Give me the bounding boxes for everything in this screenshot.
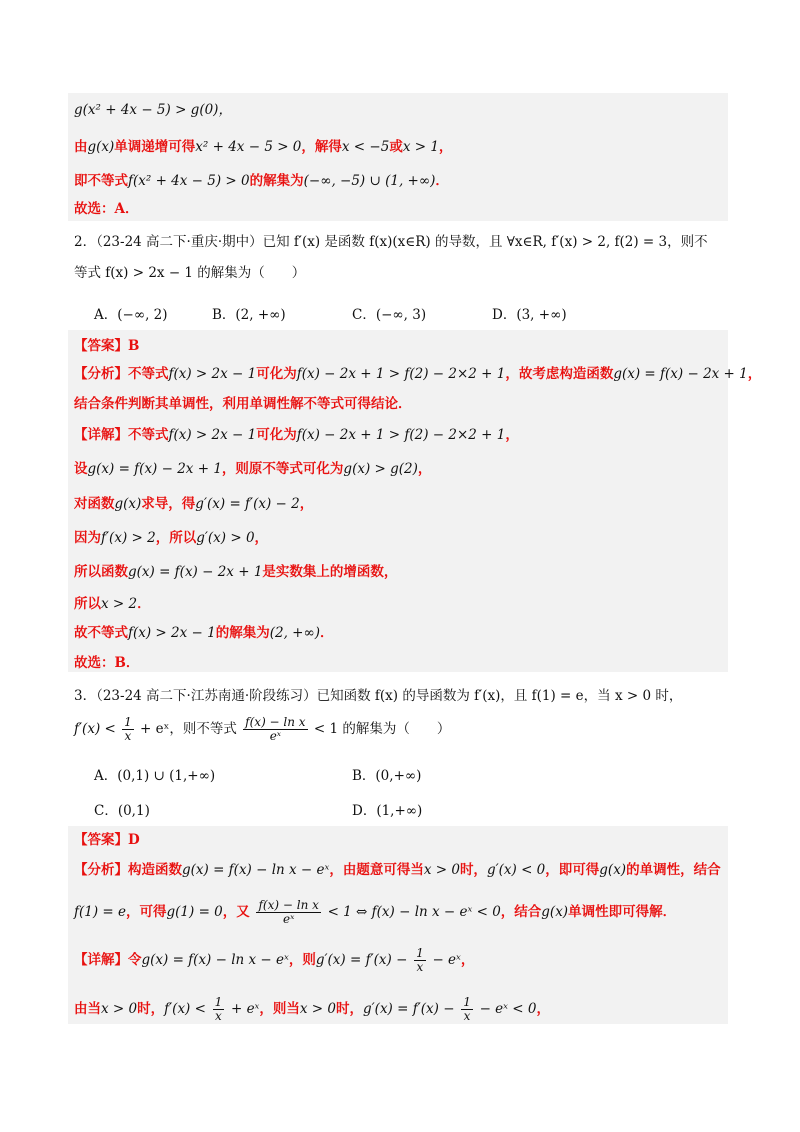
text: ，由题意可得当 — [329, 862, 424, 878]
text: ，解得 — [301, 139, 342, 155]
fraction — [256, 899, 320, 926]
math: f(x) − 2x + 1 > f(2) − 2×2 + 1 — [296, 366, 506, 382]
math: x < −5 — [341, 139, 390, 155]
question-2-text: 等式 f(x) > 2x − 1 的解集为（ ） — [74, 265, 306, 281]
text-line — [74, 171, 449, 191]
numerator: 1 — [124, 715, 132, 729]
text: 的单调性，结合 — [626, 862, 721, 878]
analysis-line — [74, 364, 761, 384]
detail-line — [74, 562, 397, 582]
text: ， — [536, 1001, 550, 1017]
detail-line — [74, 494, 313, 514]
text: 的解集为 — [215, 625, 270, 641]
text: 时， — [335, 1001, 363, 1017]
text: 所以函数 — [74, 564, 128, 580]
math: g′(x) = f′(x) − — [362, 1001, 455, 1017]
text: 可化为 — [256, 427, 297, 443]
math: (2, +∞) — [269, 625, 320, 641]
fraction — [122, 716, 134, 743]
text: 单调递增可得 — [114, 139, 196, 155]
math: g(x) = f(x) − 2x + 1 — [128, 564, 263, 580]
text: 故不等式 — [74, 625, 128, 641]
detail-line: 故选：B． — [74, 655, 140, 671]
text: 时， — [459, 862, 487, 878]
math: f(x) > 2x − 1 — [128, 625, 216, 641]
text-line — [74, 137, 452, 157]
fraction — [243, 716, 307, 743]
option-c: C．(0,1) — [94, 803, 150, 819]
math-expression: g(x² + 4x − 5) > g(0)， — [74, 102, 232, 118]
detail-line — [74, 425, 519, 445]
fraction — [213, 996, 225, 1023]
math: g′(x) = f′(x) − 2 — [195, 496, 300, 512]
math: x > 0 — [423, 862, 460, 878]
math: (−∞, −5) ∪ (1, +∞) — [303, 173, 436, 189]
math: x > 0 — [101, 1001, 138, 1017]
numerator: 1 — [463, 995, 471, 1009]
numerator: 1 — [416, 946, 424, 960]
detail-line — [74, 459, 431, 479]
text: 由 — [74, 139, 88, 155]
option-a: A．(0,1) ∪ (1,+∞) — [94, 768, 216, 784]
math: + eˣ — [230, 1001, 260, 1017]
text: ， — [299, 496, 314, 512]
math: f(x) − 2x + 1 > f(2) − 2×2 + 1 — [296, 427, 506, 443]
text: < 1 的解集为（ ） — [313, 721, 451, 737]
fraction — [414, 947, 426, 974]
text: ． — [137, 596, 151, 612]
text: 【详解】不等式 — [74, 427, 169, 443]
text: 对函数 — [74, 496, 115, 512]
text: ，可得 — [126, 904, 167, 920]
text: 的解集为 — [249, 173, 304, 189]
detail-line — [74, 528, 268, 548]
option-c: C．(−∞, 3) — [352, 307, 427, 323]
text: 【分析】不等式 — [74, 366, 169, 382]
text: ． — [320, 625, 334, 641]
text: 时， — [137, 1001, 165, 1017]
text: ， — [438, 139, 453, 155]
text: 求导，得 — [141, 496, 196, 512]
detail-line — [74, 947, 474, 974]
math: g(x) — [87, 139, 115, 155]
option-a: A．(−∞, 2) — [94, 307, 168, 323]
text: ． — [435, 173, 449, 189]
math: − eˣ < 0 — [479, 1001, 537, 1017]
math: g′(x) = f′(x) − — [315, 952, 408, 968]
text: 所以 — [74, 596, 101, 612]
text: ，结合 — [500, 904, 542, 920]
math: g(1) = 0 — [166, 904, 223, 920]
text: ，则 — [288, 952, 316, 968]
text: + eˣ，则不等式 — [140, 721, 237, 737]
text: ， — [460, 952, 475, 968]
text: ，则原不等式可化为 — [221, 461, 344, 477]
text: ，则当 — [259, 1001, 300, 1017]
text: ， — [505, 427, 519, 443]
fraction — [461, 996, 473, 1023]
text: ，故考虑构造函数 — [505, 366, 614, 382]
numerator: f(x) − ln x — [258, 898, 319, 912]
text: 可化为 — [256, 366, 297, 382]
denominator: eˣ — [282, 912, 295, 926]
detail-line — [74, 594, 151, 614]
option-b: B．(0,+∞) — [352, 768, 422, 784]
question-3-text: 3．（23-24 高二下·江苏南通·阶段练习）已知函数 f(x) 的导函数为 f′(x)，且 f(1) = e，当 x > 0 时， — [74, 688, 683, 704]
math: f′(x) < — [164, 1001, 206, 1017]
math: g′(x) > 0 — [196, 530, 255, 546]
analysis-line — [74, 860, 721, 880]
math: g(x) = f(x) − 2x + 1 — [613, 366, 748, 382]
analysis-line — [74, 899, 676, 926]
text: ， — [254, 530, 269, 546]
denominator: x — [463, 1009, 471, 1023]
text: 或 — [389, 139, 403, 155]
math: g(x) = f(x) − ln x − eˣ — [141, 952, 289, 968]
text: ，即可得 — [545, 862, 600, 878]
math: x > 2 — [101, 596, 138, 612]
math: f(x) > 2x − 1 — [168, 427, 257, 443]
text: ，所以 — [155, 530, 197, 546]
text: 是实数集上的增函数， — [262, 564, 398, 580]
text: 因为 — [74, 530, 101, 546]
text: ， — [417, 461, 432, 477]
denominator: x — [124, 729, 132, 743]
text: 由当 — [74, 1001, 101, 1017]
math: g(x) = f(x) − ln x − eˣ — [182, 862, 330, 878]
math: g(x) — [114, 496, 142, 512]
option-b: B．(2, +∞) — [212, 307, 286, 323]
text-line — [74, 199, 138, 219]
text: 【分析】构造函数 — [74, 862, 182, 878]
math: f′(x) < — [74, 721, 116, 737]
answer-label: 【答案】B — [74, 338, 140, 354]
math: x² + 4x − 5 > 0 — [195, 139, 302, 155]
numerator: 1 — [214, 995, 223, 1009]
denominator: eˣ — [269, 729, 282, 743]
math: f(x² + 4x − 5) > 0 — [128, 173, 250, 189]
text: ， — [747, 366, 762, 382]
text: 【详解】令 — [74, 952, 142, 968]
answer-label: 【答案】D — [74, 832, 140, 848]
text-line — [74, 100, 232, 120]
math: x > 0 — [299, 1001, 336, 1017]
question-2-text: 2．（23-24 高二下·重庆·期中）已知 f′(x) 是函数 f(x)(x∈R) 的导数，且 ∀x∈R, f′(x) > 2, f(2) = 3，则不 — [74, 234, 708, 250]
math: f(x) > 2x − 1 — [168, 366, 257, 382]
option-d: D．(3, +∞) — [492, 307, 567, 323]
math: f(1) = e — [74, 904, 127, 920]
detail-line — [74, 996, 550, 1023]
text: 单调性即可得解． — [568, 904, 677, 920]
text: ，又 — [222, 904, 250, 920]
math: < 1 ⇔ f(x) − ln x − eˣ < 0 — [327, 904, 501, 920]
math: x > 1 — [402, 139, 439, 155]
math: − eˣ — [432, 952, 461, 968]
math: g(x) — [541, 904, 569, 920]
option-d: D．(1,+∞) — [352, 803, 423, 819]
math: f′(x) > 2 — [101, 530, 156, 546]
text: 故选：A． — [74, 201, 139, 217]
numerator: f(x) − ln x — [245, 715, 306, 729]
math: g(x) — [599, 862, 627, 878]
text: 即不等式 — [74, 173, 128, 189]
question-3-text — [74, 716, 450, 743]
denominator: x — [215, 1009, 222, 1023]
math: g′(x) < 0 — [486, 862, 546, 878]
math: g(x) > g(2) — [343, 461, 418, 477]
math: g(x) = f(x) − 2x + 1 — [87, 461, 222, 477]
detail-line — [74, 623, 334, 643]
text: 设 — [74, 461, 88, 477]
analysis-line: 结合条件判断其单调性，利用单调性解不等式可得结论． — [74, 396, 412, 412]
denominator: x — [416, 960, 424, 974]
